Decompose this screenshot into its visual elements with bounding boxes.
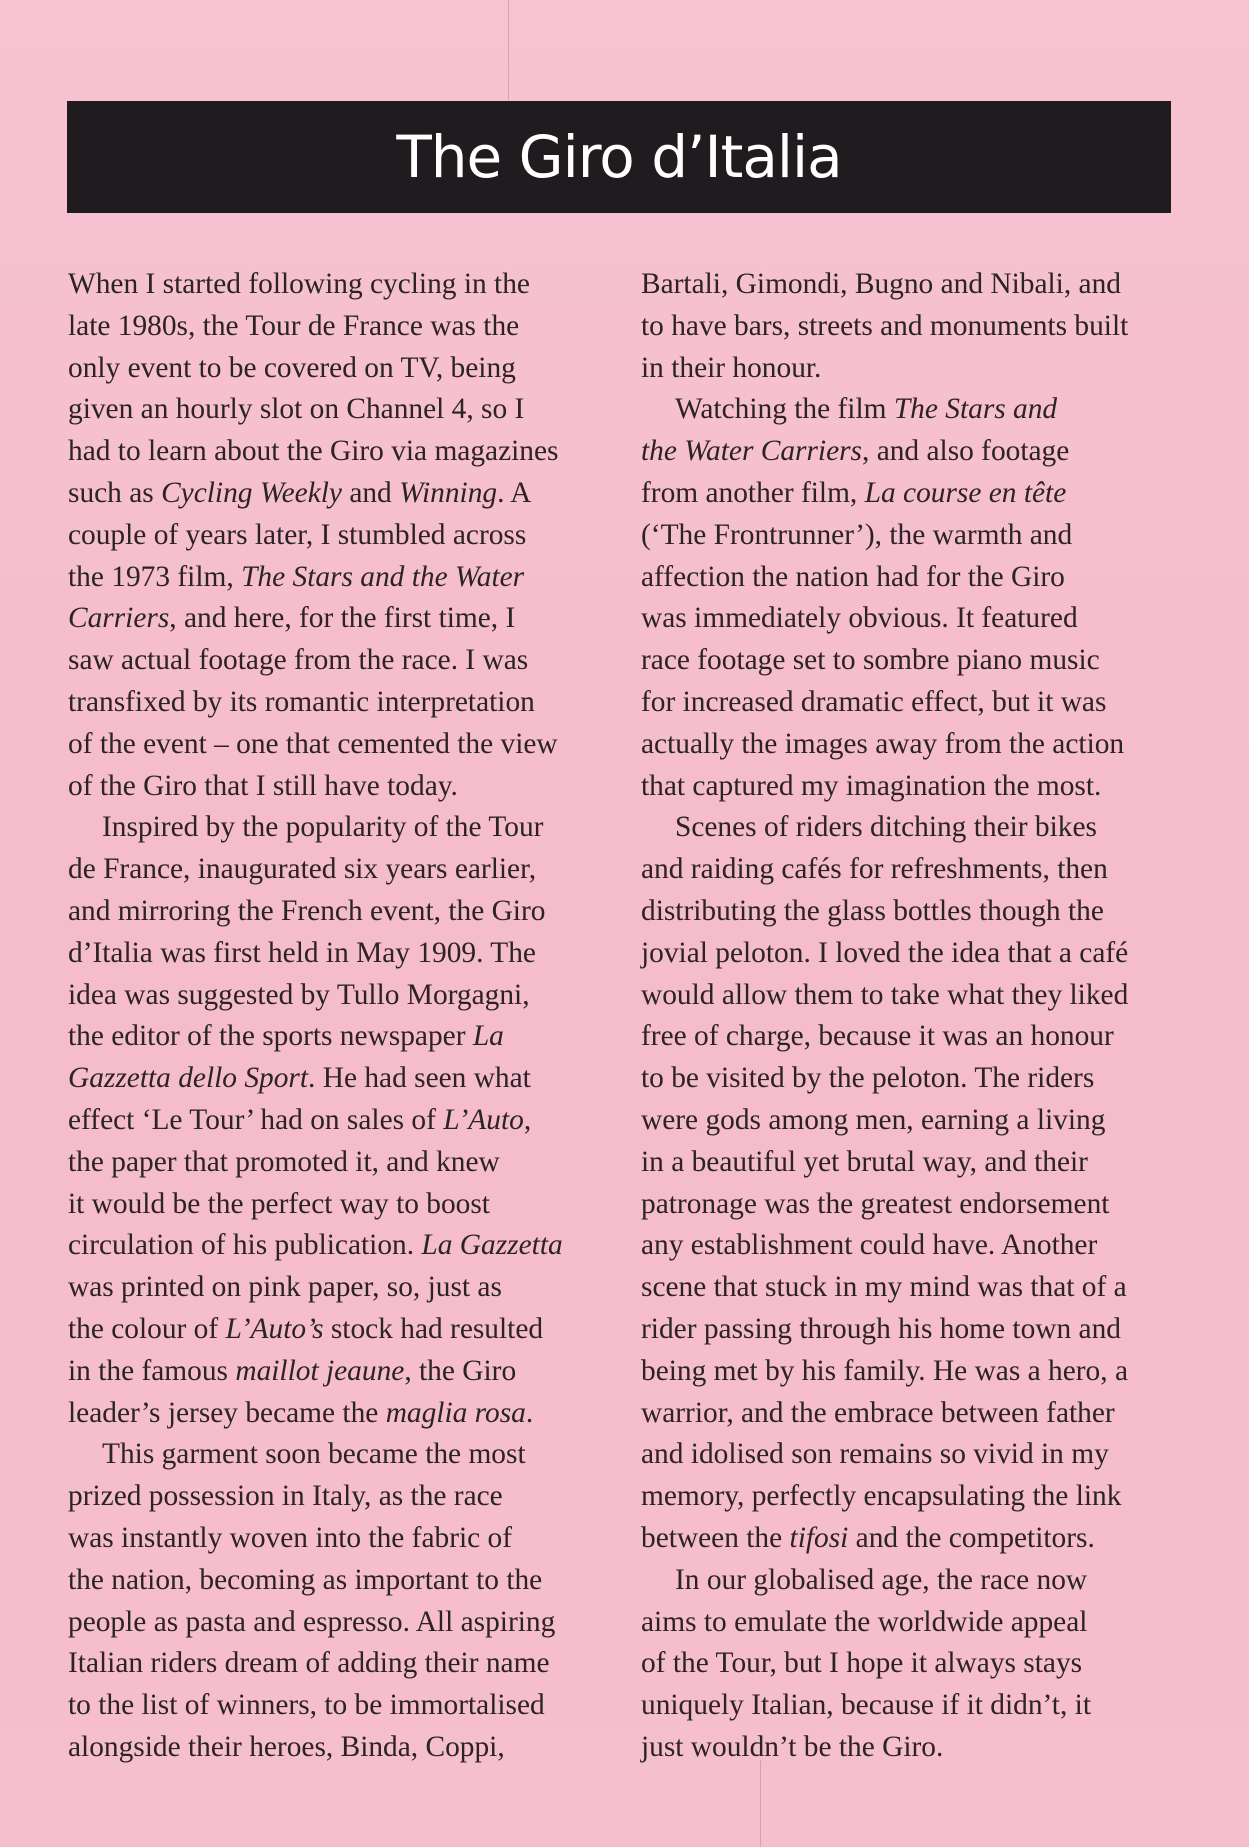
italic-run: maillot jeaune: [235, 1354, 405, 1387]
text-run: given an hourly slot on Channel 4, so I: [68, 393, 525, 426]
text-run: and idolised son remains so vivid in my: [641, 1438, 1109, 1471]
text-line: [641, 477, 1066, 509]
text-line: [68, 602, 515, 634]
text-run: Bartali, Gimondi, Bugno and Nibali, and: [641, 268, 1121, 300]
text-line: [68, 1229, 563, 1261]
text-run: affection the nation had for the Giro: [641, 560, 1065, 593]
text-line: [68, 1480, 503, 1512]
text-line: [102, 1438, 526, 1470]
paragraph: [68, 807, 598, 1434]
paragraph: [641, 389, 1171, 807]
text-line: [68, 686, 535, 718]
text-line: [68, 728, 558, 760]
text-line: [68, 268, 530, 300]
text-run: Inspired by the popularity of the Tour: [102, 811, 544, 844]
text-run: being met by his family. He was a hero, a: [641, 1354, 1128, 1387]
text-line: [641, 1647, 1082, 1679]
paragraph: [641, 1560, 1171, 1769]
italic-run: L’Auto: [443, 1103, 524, 1136]
text-run: effect ‘Le Tour’ had on sales of: [68, 1103, 444, 1136]
text-run: the 1973 film,: [68, 560, 242, 593]
italic-run: Gazzetta dello Sport: [68, 1062, 309, 1095]
italic-run: Winning: [399, 476, 498, 509]
text-run: only event to be covered on TV, being: [68, 351, 516, 384]
text-line: [68, 1062, 531, 1094]
text-run: leader’s jersey became the: [68, 1396, 386, 1429]
text-line: [641, 1188, 1109, 1220]
text-run: .: [525, 1396, 534, 1429]
text-run: for increased dramatic effect, but it was: [641, 685, 1107, 718]
text-run: In our globalised age, the race now: [675, 1563, 1088, 1596]
text-line: [641, 1229, 1097, 1261]
text-run: rider passing through his home town and: [641, 1312, 1121, 1345]
text-line: [68, 937, 536, 969]
text-line: [641, 686, 1106, 718]
text-line: [68, 895, 545, 927]
text-run: that captured my imagination the most.: [641, 769, 1102, 802]
text-line: [641, 1146, 1088, 1178]
text-run: aims to emulate the worldwide appeal: [641, 1605, 1088, 1638]
text-line: [68, 853, 536, 885]
text-line: [641, 1606, 1087, 1638]
text-line: [641, 268, 1121, 300]
text-run: from another film,: [641, 476, 865, 509]
text-line: [641, 1104, 1105, 1136]
text-run: to be visited by the peloton. The riders: [641, 1062, 1095, 1095]
text-run: free of charge, because it was an honour: [641, 1020, 1114, 1053]
text-run: This garment soon became the most: [102, 1438, 526, 1471]
text-line: [68, 1689, 545, 1721]
text-run: prized possession in Italy, as the race: [68, 1480, 503, 1513]
text-line: [641, 895, 1104, 927]
text-line: [68, 1104, 531, 1136]
text-line: [68, 519, 526, 551]
text-line: [675, 393, 1057, 425]
italic-run: tifosi: [789, 1521, 849, 1554]
text-run: circulation of his publication.: [68, 1229, 422, 1262]
text-line: [641, 644, 1100, 676]
text-run: such as: [68, 476, 162, 509]
text-run: was immediately obvious. It featured: [641, 602, 1078, 635]
text-line: [641, 1522, 1095, 1554]
text-run: to the list of winners, to be immortalised: [68, 1689, 545, 1722]
text-run: in a beautiful yet brutal way, and their: [641, 1145, 1088, 1178]
text-run: . He had seen what: [308, 1062, 531, 1095]
text-line: [641, 979, 1128, 1011]
italic-run: La course en tête: [864, 476, 1067, 509]
text-line: [102, 811, 543, 843]
italic-run: La: [472, 1020, 504, 1053]
text-line: [641, 561, 1065, 593]
italic-run: Carriers: [68, 602, 170, 635]
text-line: [675, 811, 1097, 843]
text-run: people as pasta and espresso. All aspiring: [68, 1605, 556, 1638]
text-run: jovial peloton. I loved the idea that a café: [641, 936, 1129, 969]
text-run: , the Giro: [404, 1354, 517, 1387]
text-run: memory, perfectly encapsulating the link: [641, 1480, 1122, 1513]
text-line: [675, 1564, 1087, 1596]
text-run: the editor of the sports newspaper: [68, 1020, 473, 1053]
text-run: de France, inaugurated six years earlier,: [68, 853, 537, 886]
text-line: [641, 1731, 943, 1763]
italic-run: maglia rosa: [385, 1396, 526, 1429]
italic-run: The Stars and the Water: [241, 560, 525, 593]
text-run: in their honour.: [641, 351, 822, 384]
text-run: Italian riders dream of adding their name: [68, 1647, 550, 1680]
text-run: of the Tour, but I hope it always stays: [641, 1647, 1083, 1680]
text-run: and mirroring the French event, the Giro: [68, 894, 546, 927]
text-line: [68, 1522, 512, 1554]
text-line: [68, 1564, 542, 1596]
text-run: of the event – one that cemented the view: [68, 727, 558, 760]
text-run: the nation, becoming as important to the: [68, 1563, 543, 1596]
text-line: [68, 1397, 533, 1429]
text-run: was printed on pink paper, so, just as: [68, 1271, 502, 1304]
text-run: distributing the glass bottles though the: [641, 894, 1104, 927]
left-column: [68, 264, 598, 1769]
text-line: [68, 770, 458, 802]
text-line: [641, 1438, 1109, 1470]
text-run: , and also footage: [862, 435, 1070, 468]
text-run: (‘The Frontrunner’), the warmth and: [641, 518, 1073, 551]
text-run: transfixed by its romantic interpretation: [68, 685, 535, 718]
text-run: patronage was the greatest endorsement: [641, 1187, 1110, 1220]
text-line: [641, 1480, 1121, 1512]
text-line: [641, 853, 1108, 885]
text-run: were gods among men, earning a living: [641, 1103, 1106, 1136]
text-line: [68, 352, 516, 384]
text-line: [68, 1313, 543, 1345]
text-line: [641, 352, 821, 384]
italic-run: L’Auto’s: [225, 1312, 324, 1345]
text-line: [641, 1397, 1115, 1429]
text-run: race footage set to sombre piano music: [641, 644, 1100, 677]
italic-run: La Gazzetta: [421, 1229, 563, 1262]
text-run: it would be the perfect way to boost: [68, 1187, 490, 1220]
text-run: saw actual footage from the race. I was: [68, 644, 529, 677]
title-banner: [67, 101, 1171, 213]
text-line: [641, 519, 1072, 551]
paragraph: [68, 264, 598, 807]
text-run: between the: [641, 1521, 790, 1554]
text-line: [68, 1271, 502, 1303]
text-line: [641, 1062, 1094, 1094]
text-run: would allow them to take what they liked: [641, 978, 1129, 1011]
text-line: [68, 979, 530, 1011]
text-run: When I started following cycling in the: [68, 268, 530, 300]
text-run: late 1980s, the Tour de France was the: [68, 309, 520, 342]
text-run: the colour of: [68, 1312, 226, 1345]
text-run: actually the images away from the action: [641, 727, 1125, 760]
text-line: [641, 1271, 1127, 1303]
text-line: [68, 644, 528, 676]
text-run: Scenes of riders ditching their bikes: [675, 811, 1097, 844]
text-run: ,: [523, 1103, 532, 1136]
text-run: couple of years later, I stumbled across: [68, 518, 527, 551]
text-run: to have bars, streets and monuments built: [641, 309, 1129, 342]
text-run: d’Italia was first held in May 1909. The: [68, 936, 536, 969]
text-line: [68, 435, 559, 467]
text-line: [641, 435, 1069, 467]
text-run: uniquely Italian, because if it didn’t, it: [641, 1689, 1092, 1722]
text-line: [641, 1689, 1091, 1721]
text-run: , and here, for the first time, I: [169, 602, 516, 635]
text-run: warrior, and the embrace between father: [641, 1396, 1115, 1429]
text-line: [68, 561, 524, 593]
text-line: [641, 770, 1101, 802]
text-run: stock had resulted: [323, 1312, 544, 1345]
text-line: [68, 477, 531, 509]
text-run: and the competitors.: [848, 1521, 1095, 1554]
text-line: [68, 1647, 550, 1679]
text-run: had to learn about the Giro via magazines: [68, 435, 559, 468]
text-run: and raiding cafés for refreshments, then: [641, 853, 1108, 886]
text-line: [641, 310, 1128, 342]
text-line: [68, 1606, 555, 1638]
text-run: and: [341, 476, 400, 509]
page-crease-bottom: [760, 1760, 761, 1847]
text-line: [641, 937, 1128, 969]
text-line: [641, 1313, 1121, 1345]
italic-run: the Water Carriers: [641, 435, 862, 468]
page-crease: [508, 0, 509, 100]
text-line: [68, 1355, 516, 1387]
right-column: [641, 264, 1171, 1769]
text-line: [68, 1146, 500, 1178]
text-run: of the Giro that I still have today.: [68, 769, 458, 802]
text-run: scene that stuck in my mind was that of a: [641, 1271, 1127, 1304]
text-run: . A: [497, 476, 532, 509]
text-line: [641, 728, 1124, 760]
text-line: [68, 1731, 505, 1763]
text-line: [68, 1188, 490, 1220]
text-line: [641, 1020, 1114, 1052]
paragraph: [641, 264, 1171, 389]
text-run: alongside their heroes, Binda, Coppi,: [68, 1730, 505, 1763]
italic-run: The Stars and: [893, 393, 1058, 426]
text-run: was instantly woven into the fabric of: [68, 1521, 513, 1554]
text-run: Watching the film: [675, 393, 894, 426]
text-run: any establishment could have. Another: [641, 1229, 1098, 1262]
text-line: [68, 393, 524, 425]
text-line: [68, 1020, 504, 1052]
page-title: The Giro d’Italia: [396, 123, 842, 191]
text-run: the paper that promoted it, and knew: [68, 1145, 500, 1178]
text-run: idea was suggested by Tullo Morgagni,: [68, 978, 530, 1011]
text-line: [641, 602, 1078, 634]
text-run: in the famous: [68, 1354, 236, 1387]
paragraph: [641, 807, 1171, 1559]
text-line: [68, 310, 519, 342]
text-run: just wouldn’t be the Giro.: [641, 1730, 944, 1763]
italic-run: Cycling Weekly: [161, 476, 342, 509]
text-line: [641, 1355, 1128, 1387]
paragraph: [68, 1434, 598, 1768]
